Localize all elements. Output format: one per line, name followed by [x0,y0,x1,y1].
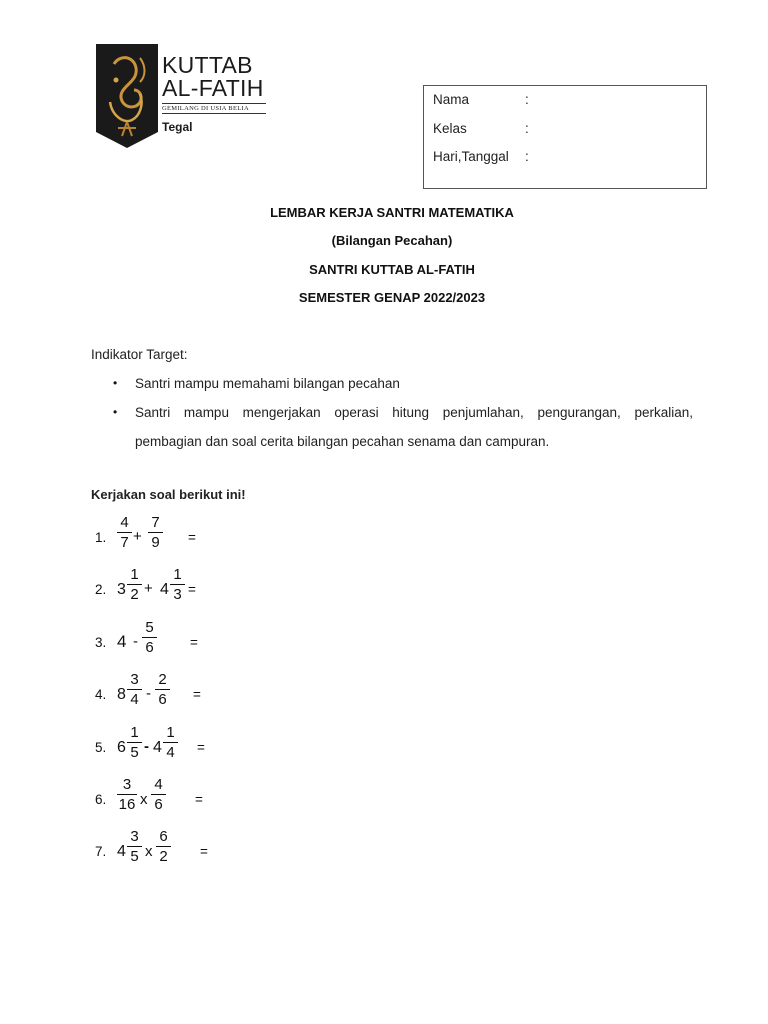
fraction [142,619,157,656]
logo-tagline: GEMILANG DI USIA BELIA [162,103,266,114]
operator: + [144,580,153,597]
date-label: Hari,Tanggal [433,149,509,164]
kuttab-al-fatih-emblem [96,44,158,148]
indicator-item-2: Santri mampu mengerjakan operasi hitung penjumlahan, pengurangan, perkalian, [135,405,693,420]
logo-line-1: KUTTAB [162,52,253,78]
indicator-item-1: Santri mampu memahami bilangan pecahan [135,376,400,391]
operator: - [146,685,151,702]
operator: - [133,633,138,650]
numerator: 1 [130,566,139,583]
bullet-1: • [113,376,118,390]
title-line-2: (Bilangan Pecahan) [331,233,453,248]
denominator: 2 [130,586,139,603]
numerator: 2 [158,671,167,688]
fraction [148,514,163,551]
fraction [170,566,185,603]
indicator-heading: Indikator Target: [91,347,188,362]
fraction [151,776,166,813]
numerator: 6 [159,828,168,845]
equals-sign: = [193,687,201,702]
numerator: 5 [145,619,154,636]
fraction [155,671,170,708]
numerator: 1 [130,724,139,741]
problem-5-number: 5. [95,740,107,755]
whole-number: 8 [117,686,126,703]
fraction [127,566,142,603]
school-logo [96,44,266,150]
whole-number: 4 [153,739,162,756]
denominator: 16 [118,796,136,813]
fraction [163,724,178,761]
operator: x [140,791,148,808]
equals-sign: = [190,635,198,650]
fraction [117,514,132,551]
instruction: Kerjakan soal berikut ini! [91,487,246,502]
title-line-4: SEMESTER GENAP 2022/2023 [298,290,486,305]
operator: x [145,843,153,860]
problem-2-number: 2. [95,582,107,597]
bullet-2: • [113,405,118,419]
fraction [127,724,142,761]
name-label: Nama [433,92,470,107]
denominator: 7 [120,534,129,551]
operator: + [133,528,142,545]
denominator: 5 [130,848,139,865]
equals-sign: = [195,792,203,807]
denominator: 6 [158,691,167,708]
problem-7-number: 7. [95,844,107,859]
numerator: 7 [151,514,160,531]
numerator: 1 [166,724,175,741]
denominator: 5 [130,744,139,761]
fraction [117,776,137,813]
numerator: 4 [120,514,129,531]
denominator: 6 [154,796,163,813]
problem-6-number: 6. [95,792,107,807]
equals-sign: = [200,844,208,859]
class-label: Kelas [433,121,467,136]
operator: - [144,738,149,755]
class-colon: : [525,121,529,136]
name-colon: : [525,92,529,107]
denominator: 4 [130,691,139,708]
whole-number: 4 [117,632,127,651]
logo-line-2: AL-FATIH [162,75,264,101]
denominator: 6 [145,639,154,656]
title-line-1: LEMBAR KERJA SANTRI MATEMATIKA [270,205,514,220]
whole-number: 4 [117,843,126,860]
whole-number: 3 [117,581,126,598]
date-colon: : [525,149,529,164]
equals-sign: = [197,740,205,755]
student-identity-box [423,85,707,189]
indicator-item-2-cont: pembagian dan soal cerita bilangan pecahan senama dan campuran. [135,434,550,449]
fraction [127,828,142,865]
problem-4-number: 4. [95,687,107,702]
whole-number: 4 [160,581,169,598]
problem-1-number: 1. [95,530,107,545]
denominator: 4 [166,744,175,761]
denominator: 9 [151,534,160,551]
numerator: 4 [154,776,163,793]
title-line-3: SANTRI KUTTAB AL-FATIH [309,262,475,277]
numerator: 3 [122,776,132,793]
problem-3-number: 3. [95,635,107,650]
numerator: 3 [130,828,139,845]
fraction [156,828,171,865]
logo-wordmark [162,54,266,134]
equals-sign: = [188,530,196,545]
numerator: 1 [173,566,182,583]
denominator: 2 [159,848,168,865]
logo-city: Tegal [162,120,193,134]
equals-sign: = [188,582,196,597]
denominator: 3 [173,586,182,603]
whole-number: 6 [117,739,126,756]
numerator: 3 [130,671,139,688]
fraction [127,671,142,708]
